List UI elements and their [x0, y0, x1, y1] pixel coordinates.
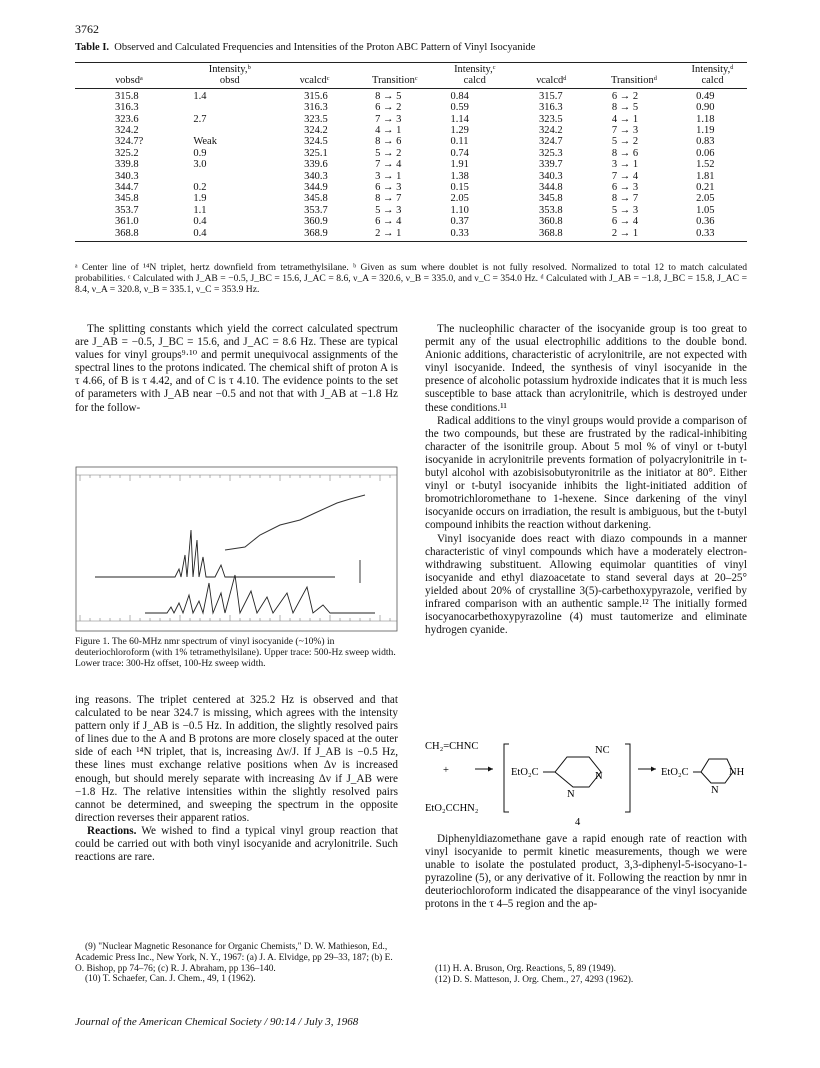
table-row — [75, 216, 747, 227]
table-cell: 360.8 — [539, 216, 563, 228]
table-cell: 368.9 — [276, 228, 353, 242]
scheme-n-1: N — [595, 771, 603, 782]
reaction-scheme-graphic — [425, 739, 747, 829]
table-cell: 6 → 3 — [611, 182, 639, 194]
table-cell — [183, 125, 276, 136]
table-cell: Weak — [193, 136, 217, 148]
table-cell: 3 → 1 — [375, 170, 402, 182]
table-cell: 2.05 — [696, 193, 715, 205]
table-row — [75, 182, 747, 193]
table-cell: 4 → 1 — [611, 113, 639, 125]
table-cell: 8 → 5 — [375, 90, 402, 102]
scheme-nh: NH — [729, 767, 745, 778]
th-transition-d: Transitionᵈ — [590, 75, 678, 88]
table-cell: 5 → 3 — [611, 204, 639, 216]
scheme-ethyl-diazoacetate: EtO₂CCHN₂ — [425, 803, 479, 814]
table-cell: 1.38 — [450, 170, 469, 182]
th-top-3 — [276, 63, 353, 76]
table-cell: 0.15 — [450, 182, 469, 194]
table-cell: 323.5 — [539, 113, 563, 125]
table-cell — [183, 102, 276, 113]
reference-10: (10) T. Schaefer, Can. J. Chem., 49, 1 (1962). — [85, 974, 256, 985]
table-row — [75, 205, 747, 216]
table-row — [75, 171, 747, 182]
left-paragraph-1: The splitting constants which yield the correct calculated spectrum are J_AB = −0.5, J_BC = 15.6, and J_AC = 8.6 Hz. These are typical values for vinyl groups⁹·¹⁰ and permit unequivocal assignments of the spectral lines to the protons indicated. The chemical shift of proton A is τ 4.66, of B is τ 4.42, and of C is τ 4.10. The evidence points to the set of parameters with J_AB near −0.5 and not that with J_AB at −1.8 Hz for the follow- — [75, 323, 398, 414]
scheme-compound-number: 4 — [575, 817, 581, 828]
reference-11: (11) H. A. Bruson, Org. Reactions, 5, 89 (1949). — [435, 964, 616, 974]
nmr-spectrum-graphic — [75, 465, 398, 633]
scheme-n-2: N — [567, 789, 575, 800]
table-cell: 8 → 6 — [611, 147, 639, 159]
table-header-row-top — [75, 63, 747, 76]
table-cell: 3 → 1 — [611, 159, 639, 171]
table-cell: 339.8 — [115, 159, 139, 171]
table-row — [75, 125, 747, 136]
right-paragraph-2: Radical additions to the vinyl groups would provide a comparison of the two compounds, but these are frustrated by the radical-inhibiting character of the isonitrile group. About 5 mol % of vinyl or t-butyl isocyanide in acrylonitrile prevents formation of polyacrylonitrile in t-butyl alcohol with azobisisobutyronitrile as the initiator at 80°. Either vinyl or t-butyl isocyanide inhibits the light-initiated addition of bromotrichloromethane to 1-hexene. Since darkening of the vinyl isocyanide occurs on irradiation, the result is ambiguous, but the t-butyl compound inhibits the reaction without darkening. — [425, 414, 747, 532]
table-row — [75, 136, 747, 147]
table-row — [75, 114, 747, 125]
scheme-plus: + — [443, 765, 449, 776]
th-top-7 — [590, 63, 678, 76]
table-cell: 1.19 — [696, 125, 715, 137]
table-cell: 1.81 — [696, 170, 715, 182]
table-cell: 1.52 — [696, 159, 715, 171]
scheme-vinyl-isocyanide: CH₂=CHNC — [425, 741, 479, 752]
scheme-n-3: N — [711, 785, 719, 796]
th-top-4 — [353, 63, 436, 76]
table-cell: 325.2 — [115, 147, 139, 159]
table-cell: 6 → 3 — [375, 182, 402, 194]
reactions-heading: Reactions. — [87, 824, 137, 837]
figure-caption: Figure 1. The 60-MHz nmr spectrum of vinyl isocyanide (~10%) in deuteriochloroform (with 1% tetramethylsilane). Upper trace: 500-Hz sweep width. Lower trace: 300-Hz offset, 100-Hz sweep width. — [75, 636, 396, 669]
table-cell: 0.83 — [696, 136, 715, 148]
table-cell: 1.14 — [450, 113, 469, 125]
right-para-4 — [425, 833, 747, 912]
left-paragraph-2: ing reasons. The triplet centered at 325.2 Hz is observed and that calculated to be near 324.7 is missing, which agrees with the intensity pattern only if J_AB is −0.5 Hz. In addition, the slightly resolved pairs of lines due to the A and B protons are more closely spaced at the outer side of each ¹⁴N triplet, that is, increasing Δν/J. If J_AB is −0.5 Hz, these lines must exchange relative positions when Δν is increased enough, but should merely separate with increasing Δν if J_AB were −1.8 Hz. The relative intensities within the slightly resolved pairs cannot be determined, and sweeping the spectrum in the opposite direction reverses their apparent ratios. — [75, 694, 398, 824]
table-caption-text: Observed and Calculated Frequencies and Intensities of the Proton ABC Pattern of Vinyl Isocyanide — [114, 42, 536, 53]
right-references — [425, 964, 747, 986]
table-cell: 324.2 — [115, 125, 139, 137]
table-cell: 4 → 1 — [375, 125, 402, 137]
table-cell: 3.0 — [193, 159, 207, 171]
th-top-8: Intensity,ᵈ — [678, 63, 747, 76]
frequency-table — [75, 62, 747, 242]
table-row — [75, 148, 747, 159]
table-cell: 344.9 — [304, 182, 328, 194]
table-cell: 6 → 2 — [611, 90, 639, 102]
table-cell: 5 → 2 — [611, 136, 639, 148]
scheme-eto2c-pyrazoline: EtO₂C — [511, 767, 539, 778]
table-cell: 6 → 2 — [375, 102, 402, 114]
table-cell: 1.10 — [450, 204, 469, 216]
table-cell: 339.7 — [539, 159, 563, 171]
table-cell: 8 → 7 — [375, 193, 402, 205]
table-row — [75, 88, 747, 102]
table-cell: 324.7 — [539, 136, 563, 148]
table-cell: 0.2 — [193, 182, 207, 194]
table-cell: 1.4 — [193, 90, 207, 102]
left-para-2 — [75, 694, 398, 864]
table-cell: 315.6 — [304, 90, 328, 102]
table-cell: 344.7 — [115, 182, 139, 194]
table-cell: 345.8 — [115, 193, 139, 205]
table-cell: 353.8 — [539, 204, 563, 216]
reference-12: (12) D. S. Matteson, J. Org. Chem., 27, 4293 (1962). — [435, 974, 634, 985]
table-cell: 5 → 2 — [375, 147, 402, 159]
left-para-1 — [75, 323, 398, 415]
table-cell: 345.8 — [304, 193, 328, 205]
nmr-spectrum-figure — [75, 465, 398, 633]
table-caption — [75, 42, 755, 53]
th-nu-obsd: νobsdᵃ — [75, 75, 183, 88]
table-cell: 316.3 — [115, 102, 139, 114]
th-nu-calcd-d: νcalcdᵈ — [513, 75, 590, 88]
table-cell: 1.91 — [450, 159, 469, 171]
table-cell: 340.3 — [304, 170, 328, 182]
table-cell: 324.7? — [115, 136, 144, 148]
table-cell: 0.4 — [193, 216, 207, 228]
table-cell: 2 → 1 — [353, 228, 436, 242]
table-cell: 0.49 — [696, 90, 715, 102]
right-paragraph-4: Diphenyldiazomethane gave a rapid enough rate of reaction with vinyl isocyanide to permit kinetic measurements, though we were unable to isolate the postulated product, 3,3-diphenyl-5-isocyano-1-pyrazoline (5), or any derivative of it. Following the reaction by nmr in deuteriochloroform indicated the disappearance of the vinyl isocyanide protons in the τ 4–5 region and the ap- — [425, 833, 747, 911]
table-cell: 353.7 — [115, 204, 139, 216]
table-cell: 315.7 — [539, 90, 563, 102]
table-cell: 0.74 — [450, 147, 469, 159]
table-cell: 1.9 — [193, 193, 207, 205]
th-top-5: Intensity,ᶜ — [437, 63, 514, 76]
table-cell: 7 → 3 — [611, 125, 639, 137]
table-cell: 324.2 — [539, 125, 563, 137]
reactions-text: We wished to find a typical vinyl group reaction that could be carried out with both vinyl isocyanide and acrylonitrile. Such reactions are rare. — [75, 824, 398, 864]
table-caption-label: Table I. — [75, 42, 110, 53]
table-header-row-bottom — [75, 75, 747, 88]
table-cell: 353.7 — [304, 204, 328, 216]
table-cell: 6 → 4 — [611, 216, 639, 228]
right-paragraph-3: Vinyl isocyanide does react with diazo compounds in a manner characteristic of vinyl compounds which have a moderately electron-withdrawing substituent. Allowing equimolar quantities of vinyl isocyanide and ethyl diazoacetate to stand several days at 20–25° yielded about 20% of crystalline 3(5)-carbethoxypyrazole, verified by infrared comparison with an authentic sample.¹² The initially formed isocyanocarbethoxypyrazoline (4) must tautomerize and eliminate hydrogen cyanide. — [425, 532, 747, 637]
table-cell: 0.36 — [696, 216, 715, 228]
table-row — [75, 159, 747, 170]
table-cell: 0.4 — [183, 228, 276, 242]
table-cell: 316.3 — [304, 102, 328, 114]
table-cell: 360.9 — [304, 216, 328, 228]
table-cell: 339.6 — [304, 159, 328, 171]
table-cell: 0.84 — [450, 90, 469, 102]
table-cell: 1.1 — [193, 204, 207, 216]
table-cell: 7 → 3 — [375, 113, 402, 125]
table-cell: 324.5 — [304, 136, 328, 148]
table-cell: 7 → 4 — [611, 170, 639, 182]
table-cell: 1.29 — [450, 125, 469, 137]
table-cell: 8 → 7 — [611, 193, 639, 205]
table-cell: 316.3 — [539, 102, 563, 114]
table-cell: 0.33 — [437, 228, 514, 242]
table-cell: 324.2 — [304, 125, 328, 137]
table-cell: 361.0 — [115, 216, 139, 228]
table-cell: 0.21 — [696, 182, 715, 194]
th-intensity-calcd-d: calcd — [678, 75, 747, 88]
table-cell: 0.06 — [696, 147, 715, 159]
journal-footer: Journal of the American Chemical Society / 90:14 / July 3, 1968 — [75, 1016, 359, 1028]
reference-9: (9) "Nuclear Magnetic Resonance for Organic Chemists," D. W. Mathieson, Ed., Academic Press Inc., New York, N. Y., 1967: (a) J. A. Elvidge, pp 29–33, 187; (b) E. O. Bishop, pp 74–76; (c) R. J. Abraham, pp 136–140. — [75, 942, 393, 974]
table-cell: 1.18 — [696, 113, 715, 125]
table-cell: 8 → 6 — [375, 136, 402, 148]
table-cell: 315.8 — [115, 90, 139, 102]
left-paragraph-3 — [75, 825, 398, 864]
table-cell: 0.33 — [678, 228, 747, 242]
table-cell: 2.7 — [193, 113, 207, 125]
table-row — [75, 228, 747, 242]
th-top-2: Intensity,ᵇ — [183, 63, 276, 76]
table-cell: 323.5 — [304, 113, 328, 125]
table-cell: 6 → 4 — [375, 216, 402, 228]
table-cell: 0.9 — [193, 147, 207, 159]
table-cell: 340.3 — [115, 170, 139, 182]
reaction-scheme — [425, 739, 747, 829]
right-paragraph-1: The nucleophilic character of the isocyanide group is too great to permit any of the usual electrophilic additions to the double bond. Anionic additions, characteristic of acrylonitrile, are not expected with vinyl isocyanide. Indeed, the synthesis of vinyl isocyanide in the presence of alcoholic potassium hydroxide indicates that it is much less susceptible to base attack than acrylonitrile, which is destroyed under these conditions.¹¹ — [425, 323, 747, 414]
table-cell: 0.37 — [450, 216, 469, 228]
page-number: 3762 — [75, 22, 99, 36]
table-cell: 1.05 — [696, 204, 715, 216]
table-footnotes: ᵃ Center line of ¹⁴N triplet, hertz downfield from tetramethylsilane. ᵇ Given as sum where doublet is not fully resolved. Normalized to total 12 to match calculated probabilities. ᶜ Calculated with J_AB = −0.5, J_BC = 15.6, J_AC = 8.6, ν_A = 320.6, ν_B = 335.0, and ν_C = 354.0 Hz. ᵈ Calculated with J_AB = −1.8, J_BC = 15.8, J_AC = 8.4, ν_A = 320.8, ν_B = 335.1, ν_C = 353.9 Hz. — [75, 262, 747, 295]
table-cell: 8 → 5 — [611, 102, 639, 114]
table-cell: 7 → 4 — [375, 159, 402, 171]
table-cell: 323.6 — [115, 113, 139, 125]
table-row — [75, 102, 747, 113]
scheme-nc-group: NC — [595, 745, 610, 756]
right-column-text — [425, 323, 747, 637]
table-cell — [183, 171, 276, 182]
table-cell: 325.1 — [304, 147, 328, 159]
left-references — [75, 942, 398, 985]
table-cell: 344.8 — [539, 182, 563, 194]
table-cell: 0.11 — [450, 136, 469, 148]
scheme-eto2c-pyrazole: EtO₂C — [661, 767, 689, 778]
table-cell: 325.3 — [539, 147, 563, 159]
table-cell: 345.8 — [539, 193, 563, 205]
th-top-1 — [75, 63, 183, 76]
table-cell: 2 → 1 — [590, 228, 678, 242]
table-cell: 368.8 — [513, 228, 590, 242]
table-cell: 368.8 — [75, 228, 183, 242]
table-cell: 340.3 — [539, 170, 563, 182]
th-nu-calcd-c: νcalcdᶜ — [276, 75, 353, 88]
table-cell: 0.59 — [450, 102, 469, 114]
table-cell: 2.05 — [450, 193, 469, 205]
th-intensity-obsd: obsd — [183, 75, 276, 88]
th-intensity-calcd-c: calcd — [437, 75, 514, 88]
table-row — [75, 193, 747, 204]
table-cell: 5 → 3 — [375, 204, 402, 216]
table-cell: 0.90 — [696, 102, 715, 114]
th-top-6 — [513, 63, 590, 76]
th-transition-c: Transitionᶜ — [353, 75, 436, 88]
